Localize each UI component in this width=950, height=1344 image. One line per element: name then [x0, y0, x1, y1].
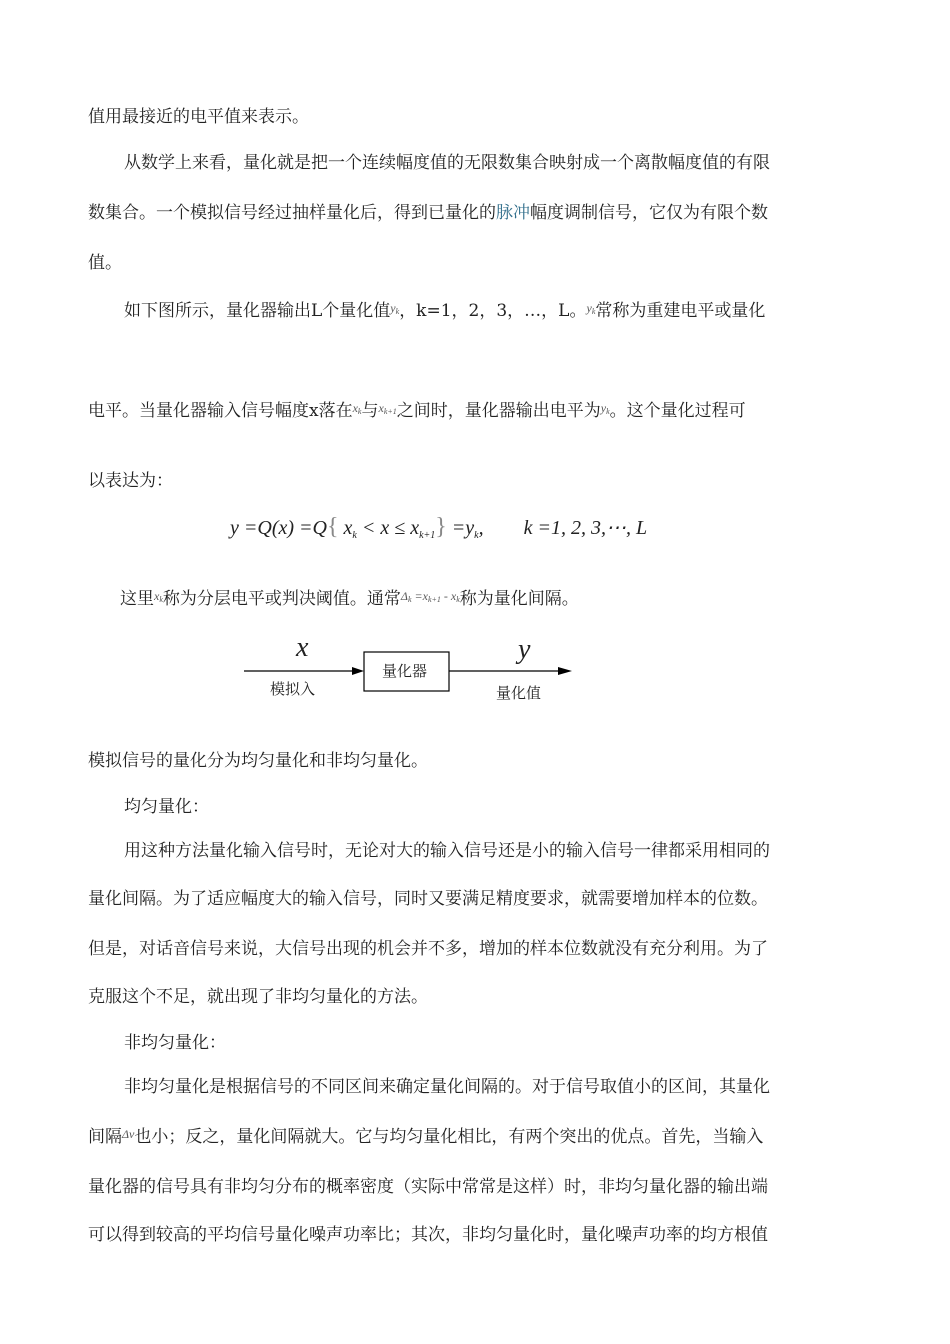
input-variable: x — [296, 632, 309, 663]
text-line: 以表达为： — [88, 471, 173, 491]
math-xk: xk — [154, 589, 163, 604]
math-xk: xk — [352, 401, 362, 416]
text-line: 模拟信号的量化分为均匀量化和非均匀量化。 — [88, 751, 428, 771]
quantizer-diagram — [240, 632, 580, 716]
text-line: 间隔$^{\Delta v}$也小；反之，量化间隔就大。它与均匀量化相比，有两个突出的优点。首先，当输入 — [88, 1127, 764, 1147]
math-yk: yk — [586, 301, 596, 316]
text-line: 用这种方法量化输入信号时，无论对大的输入信号还是小的输入信号一律都采用相同的 — [124, 841, 770, 861]
text-line: 量化器的信号具有非均匀分布的概率密度（实际中常常是这样）时，非均匀量化器的输出端 — [88, 1177, 768, 1197]
text-line: 可以得到较高的平均信号量化噪声功率比；其次，非均匀量化时，量化噪声功率的均方根值 — [88, 1225, 768, 1245]
text-line: 这里$^{xk}$称为分层电平或判决阈值。通常$^{\Delta k =xk+1 - xk}$称为量化间隔。 — [120, 589, 579, 609]
quantizer-box-label: 量化器 — [382, 662, 428, 680]
output-label: 量化值 — [496, 684, 542, 702]
text-line: 量化间隔。为了适应幅度大的输入信号，同时又要满足精度要求，就需要增加样本的位数。 — [88, 889, 768, 909]
math-delta-v: Δv — [122, 1127, 135, 1141]
text-line: 克服这个不足，就出现了非均匀量化的方法。 — [88, 987, 428, 1007]
text-line: 值。 — [88, 253, 122, 273]
math-delta-k: Δk =xk+1 - xk — [400, 589, 460, 604]
output-variable: y — [518, 634, 531, 665]
pulse-link[interactable]: 脉冲 — [496, 203, 530, 223]
text-line: 但是，对话音信号来说，大信号出现的机会并不多，增加的样本位数就没有充分利用。为了 — [88, 939, 768, 959]
text-line: 从数学上来看，量化就是把一个连续幅度值的无限数集合映射成一个离散幅度值的有限 — [124, 153, 770, 173]
text-line: 非均匀量化是根据信号的不同区间来确定量化间隔的。对于信号取值小的区间，其量化 — [124, 1077, 770, 1097]
quantization-equation: y =Q(x) =Q{ $x_k < x \le x_{k+1}\} =y_k$, k =1, 2, 3,⋯, L — [230, 514, 648, 541]
math-yk: yk — [600, 401, 610, 416]
text-line: 值用最接近的电平值来表示。 — [88, 107, 309, 127]
text-line: 电平。当量化器输入信号幅度x落在$^{xk}$与$^{xk+1}$之间时，量化器输出电平为$^{yk}$。这个量化过程可 — [88, 401, 746, 421]
text-line: 如下图所示，量化器输出L个量化值$^{yk}$，k=1，2，3，…，L。$^{yk}$常称为重建电平或量化 — [124, 301, 766, 321]
text-line: 数集合。一个模拟信号经过抽样量化后，得到已量化的脉冲幅度调制信号，它仅为有限个数 — [88, 203, 768, 223]
section-heading: 均匀量化： — [124, 797, 209, 817]
math-xk1: xk+1 — [378, 401, 397, 416]
math-yk: yk — [390, 301, 400, 316]
section-heading: 非均匀量化： — [124, 1033, 226, 1053]
input-label: 模拟入 — [270, 680, 316, 698]
